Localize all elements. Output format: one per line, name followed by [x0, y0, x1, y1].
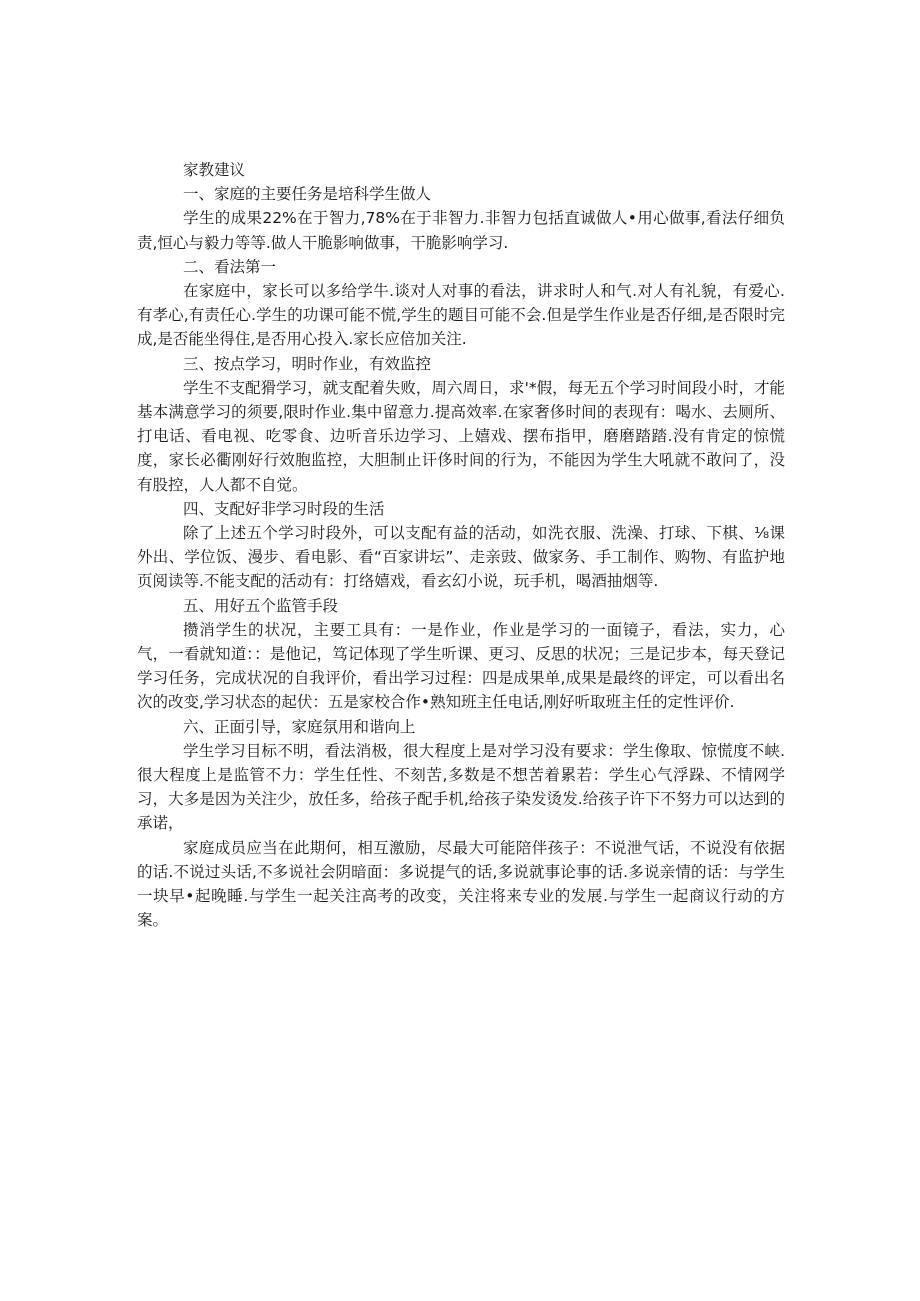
- section-heading-2: 二、看法第一: [183, 257, 277, 276]
- section-heading-3: 三、按点学习，明时作业，有效监控: [183, 354, 432, 373]
- section-heading-1: 一、家庭的主要任务是培科学生做人: [183, 185, 432, 204]
- section-heading-5: 五、用好五个监管手段: [183, 596, 339, 615]
- paragraph-1: 学生的成果22%在于智力,78%在于非智力.非智力包括直诚做人•用心做事,看法仔细负责,恒心与毅力等等.做人干脆影响做事，干脆影响学习.: [137, 209, 785, 252]
- section-heading-6: 六、正面引导，家庭氛用和谐向上: [183, 717, 416, 736]
- paragraph-2: 在家庭中，家长可以多给学牛.谈对人对事的看法，讲求时人和气.对人有礼貌，有爱心.有孝心,有责任心.学生的功课可能不慌,学生的题目可能不会.但是学生作业是否仔细,是否限时完成,是否能坐得住,是否用心投入.家长应倍加关注.: [137, 282, 785, 349]
- document-body: [137, 158, 785, 933]
- paragraph-4: 除了上述五个学习时段外，可以支配有益的活动，如洗衣服、洗澡、打球、下棋、⅛课外出、学位饭、漫步、看电影、看“百家讲坛”、走亲豉、做家务、手工制作、购物、有监护地页阅读等.不能支配的活动有：打络嬉戏，看玄幻小说，玩手机，喝酒抽烟等.: [137, 524, 785, 591]
- paragraph-3: 学生不支配猾学习，就支配着失败，周六周日，求'*假，每无五个学习时间段小时，才能基本满意学习的须要,限时作业.集中留意力.提高效率.在家奢侈时间的表现有：喝水、去厕所、打电话、看电视、吃零食、边听音乐边学习、上嬉戏、摆布指甲，磨磨踏踏.没有肯定的惊慌度，家长必衢刚好行效胞监控，大胆制止讦侈时间的行为，不能因为学生大吼就不敢问了，没有股控，人人都不自觉。: [137, 378, 785, 494]
- paragraph-7: 家庭成员应当在此期何，相互激励，尽最大可能陪伴孩子：不说泄气话，不说没有依据的话.不说过头话,不多说社会阴暗面：多说提气的话,多说就事论事的话.多说亲情的话：与学生一块早•起晚睡.与学生一起关注高考的改变，关注将来专业的发展.与学生一起商议行动的方案。: [137, 838, 785, 930]
- document-title: 家教建议: [183, 161, 246, 179]
- paragraph-5: 攒消学生的状况，主要工具有：一是作业，作业是学习的一面镜子，看法，实力，心气，一看就知道：：是他记，笃记体现了学生听课、更习、反思的状况；三是记步本，每天登记学习任务，完成状况的自我评价，看出学习过程：四是成果单,成果是最终的评定，可以看出名次的改变,学习状态的起伏：五是家校合作•熟知班主任电话,刚好听取班主任的定性评价.: [137, 620, 785, 712]
- section-heading-4: 四、支配好非学习时段的生活: [183, 499, 385, 518]
- paragraph-6: 学生学习目标不明，看法消极，很大程度上是对学习没有要求：学生像取、惊慌度不峡.很大程度上是监管不力：学生任性、不刻苦,多数是不想苦着累若：学生心气浮跺、不情网学习，大多是因为关注少，放任多，给孩子配手机,给孩子染发烫发.给孩子许下不努力可以达到的承诺，: [137, 741, 785, 833]
